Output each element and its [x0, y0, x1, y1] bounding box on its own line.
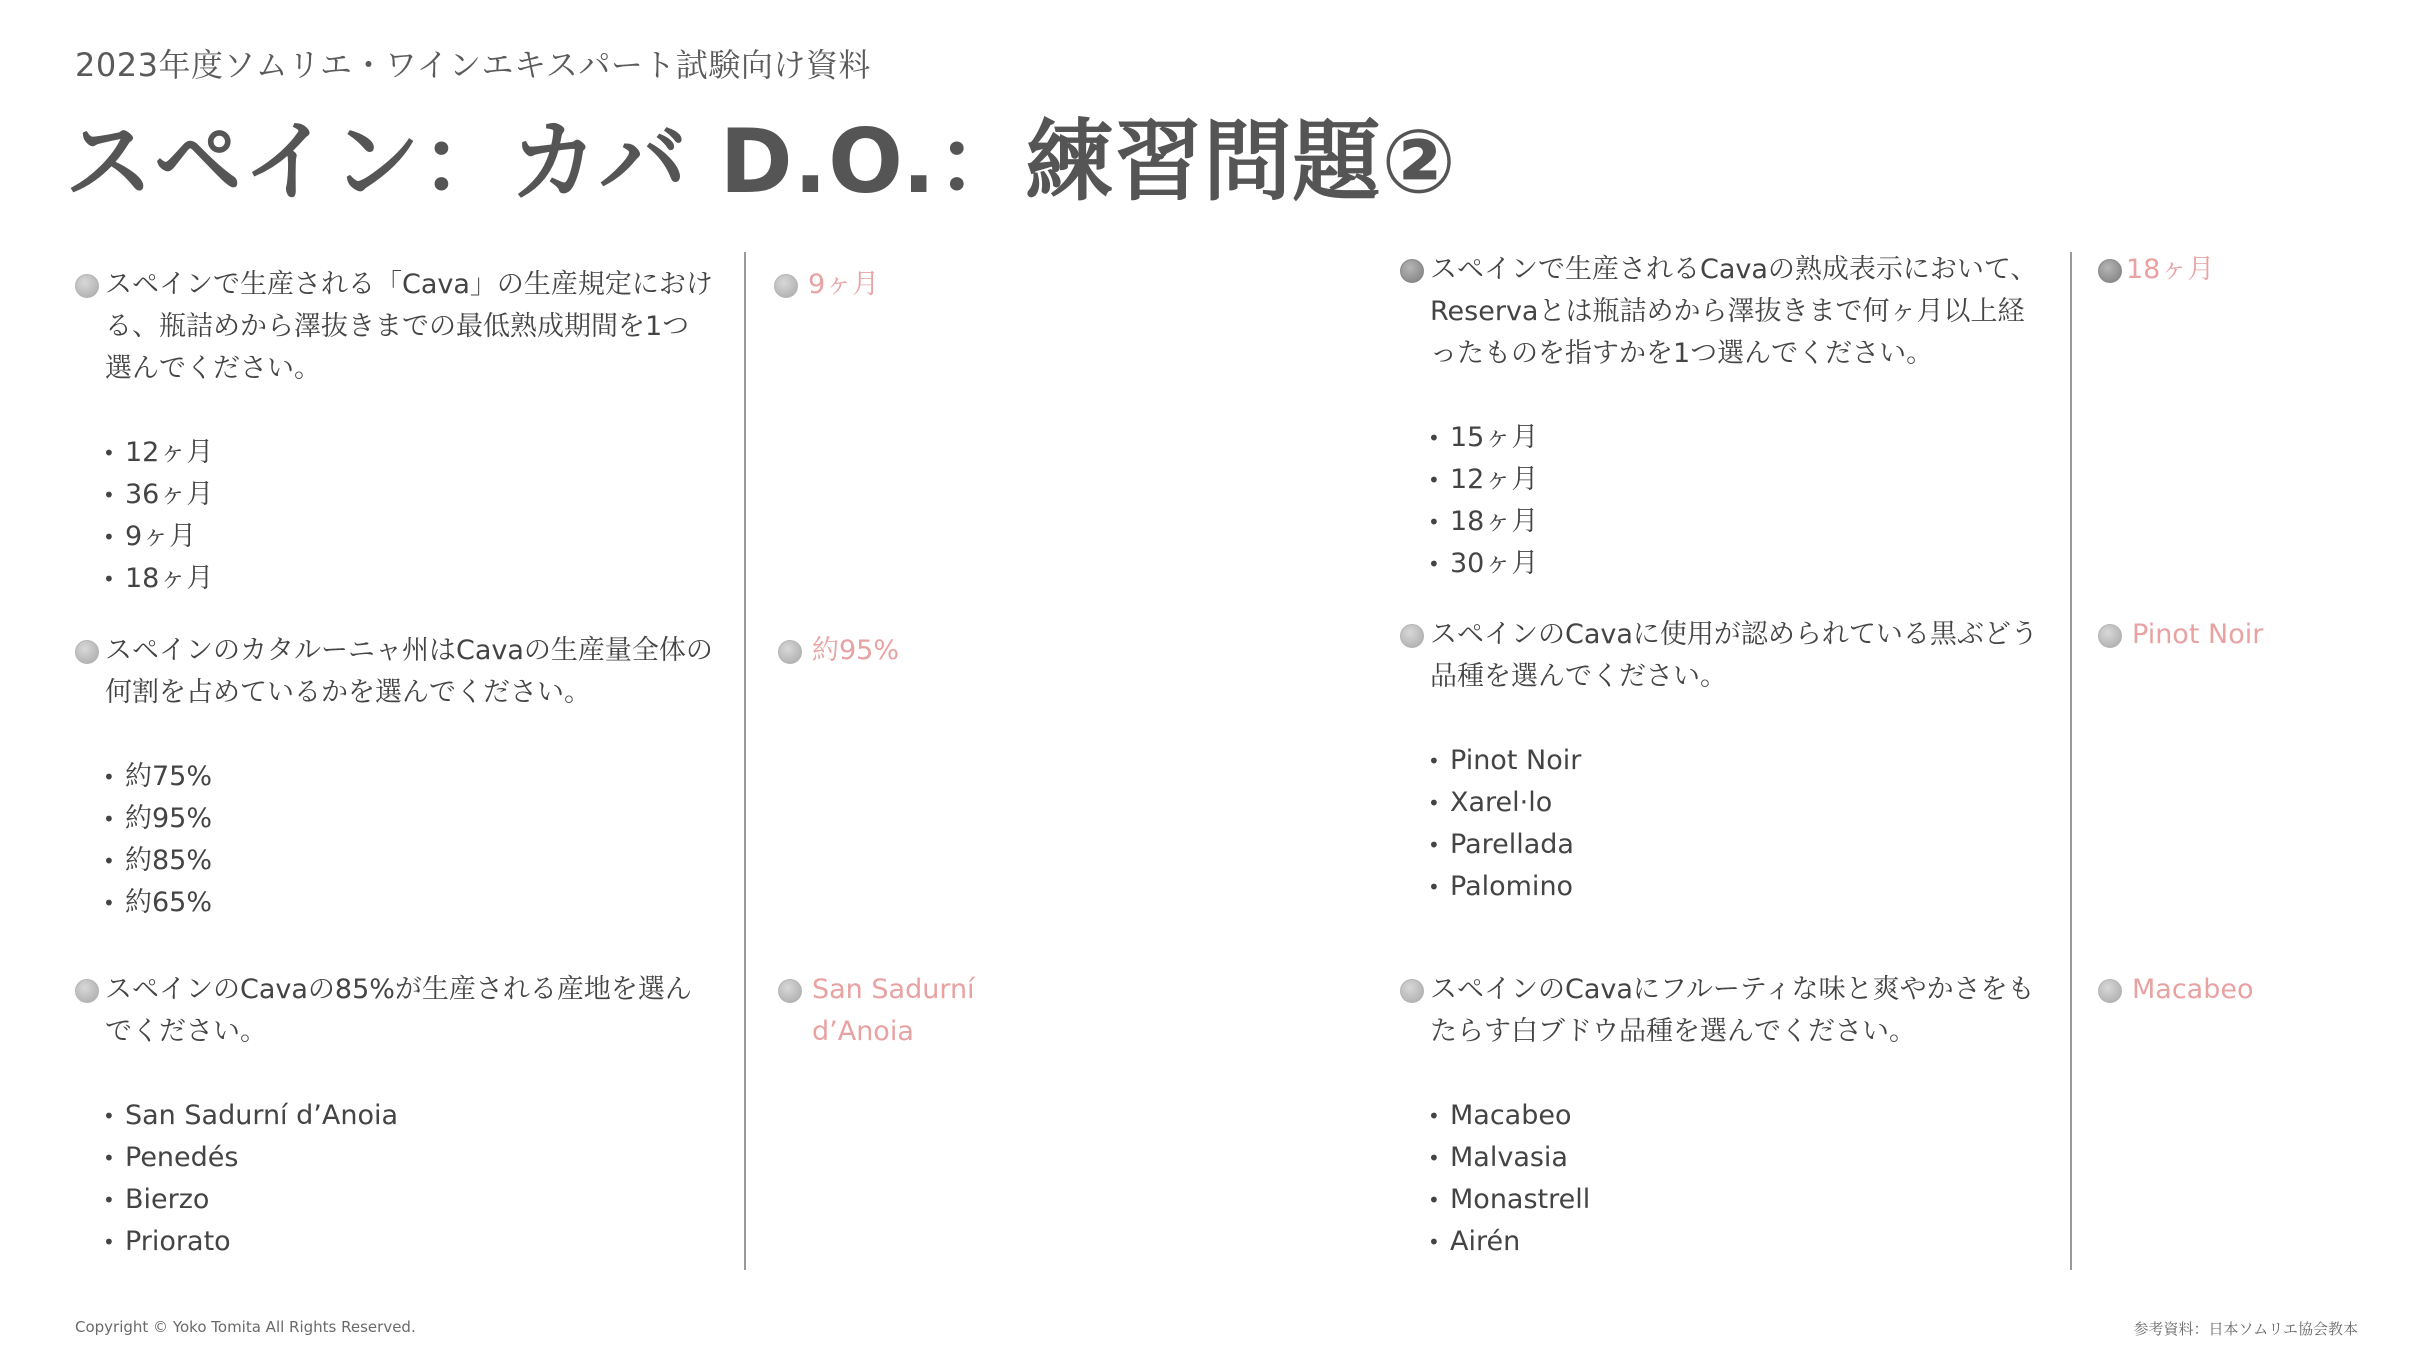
question-block — [1400, 249, 2040, 585]
option-item: • Malvasia — [1428, 1137, 2040, 1179]
answer-text: Pinot Noir — [2132, 619, 2264, 650]
divider-right — [2070, 252, 2072, 1270]
option-item: • 約85% — [103, 840, 715, 882]
bullet-circle-icon — [778, 979, 802, 1003]
page-subtitle: 2023年度ソムリエ・ワインエキスパート試験向け資料 — [75, 46, 871, 84]
page-title: スペイン：カバ D.O.：練習問題② — [65, 110, 1457, 213]
option-list — [75, 1095, 715, 1263]
divider-left — [744, 252, 746, 1270]
option-list — [75, 756, 715, 924]
option-item: • 9ヶ月 — [103, 516, 715, 558]
bullet-circle-icon — [75, 640, 99, 664]
question-text: スペインのCavaに使用が認められている黒ぶどう品種を選んでください。 — [1430, 619, 2038, 692]
bullet-circle-icon — [774, 274, 798, 298]
copyright-text: Copyright © Yoko Tomita All Rights Reserved. — [75, 1318, 416, 1336]
option-item: • Pinot Noir — [1428, 740, 2040, 782]
option-list — [1400, 1095, 2040, 1263]
bullet-circle-icon — [1400, 624, 1424, 648]
option-item: • 18ヶ月 — [1428, 501, 2040, 543]
answer-block — [2098, 249, 2298, 291]
option-item: • 15ヶ月 — [1428, 417, 2040, 459]
answer-block — [2098, 614, 2358, 656]
option-list — [1400, 740, 2040, 908]
answer-text: 9ヶ月 — [808, 269, 880, 300]
option-item: • 約75% — [103, 756, 715, 798]
answer-text: 18ヶ月 — [2126, 254, 2215, 285]
option-list — [75, 432, 715, 600]
answer-text: 約95% — [812, 635, 900, 666]
answer-text: San Sadurní d’Anoia — [812, 974, 975, 1047]
option-item: • Palomino — [1428, 866, 2040, 908]
option-item: • Airén — [1428, 1221, 2040, 1263]
question-text: スペインのCavaの85%が生産される産地を選んでください。 — [105, 974, 692, 1047]
bullet-circle-icon — [1400, 259, 1424, 283]
question-block — [1400, 969, 2040, 1263]
option-item: • 12ヶ月 — [1428, 459, 2040, 501]
answer-block — [774, 264, 974, 306]
option-item: • San Sadurní d’Anoia — [103, 1095, 715, 1137]
option-item: • 36ヶ月 — [103, 474, 715, 516]
answer-text: Macabeo — [2132, 974, 2254, 1005]
question-block — [75, 969, 715, 1263]
option-item: • Xarel·lo — [1428, 782, 2040, 824]
option-item: • Monastrell — [1428, 1179, 2040, 1221]
option-item: • 18ヶ月 — [103, 558, 715, 600]
bullet-circle-icon — [75, 274, 99, 298]
question-block — [75, 630, 715, 924]
question-text: スペインのCavaにフルーティな味と爽やかさをもたらす白ブドウ品種を選んでください。 — [1430, 974, 2035, 1047]
bullet-circle-icon — [1400, 979, 1424, 1003]
bullet-circle-icon — [75, 979, 99, 1003]
bullet-circle-icon — [778, 640, 802, 664]
bullet-circle-icon — [2098, 979, 2122, 1003]
option-item: • 約65% — [103, 882, 715, 924]
option-item: • 約95% — [103, 798, 715, 840]
answer-block — [2098, 969, 2358, 1011]
answer-block — [778, 630, 978, 672]
option-list — [1400, 417, 2040, 585]
question-text: スペインで生産される「Cava」の生産規定における、瓶詰めから澤抜きまでの最低熟成期間を1つ選んでください。 — [105, 269, 713, 384]
question-text: スペインのカタルーニャ州はCavaの生産量全体の何割を占めているかを選んでください。 — [105, 635, 713, 708]
question-block — [75, 264, 715, 600]
question-block — [1400, 614, 2040, 908]
option-item: • Priorato — [103, 1221, 715, 1263]
option-item: • 12ヶ月 — [103, 432, 715, 474]
option-item: • Macabeo — [1428, 1095, 2040, 1137]
bullet-circle-icon — [2098, 259, 2122, 283]
option-item: • Penedés — [103, 1137, 715, 1179]
question-text: スペインで生産されるCavaの熟成表示において、Reservaとは瓶詰めから澤抜きまで何ヶ月以上経ったものを指すかを1つ選んでください。 — [1430, 254, 2038, 369]
bullet-circle-icon — [2098, 624, 2122, 648]
option-item: • Bierzo — [103, 1179, 715, 1221]
reference-text: 参考資料：日本ソムリエ協会教本 — [2133, 1320, 2358, 1338]
option-item: • 30ヶ月 — [1428, 543, 2040, 585]
option-item: • Parellada — [1428, 824, 2040, 866]
answer-block — [778, 969, 978, 1053]
